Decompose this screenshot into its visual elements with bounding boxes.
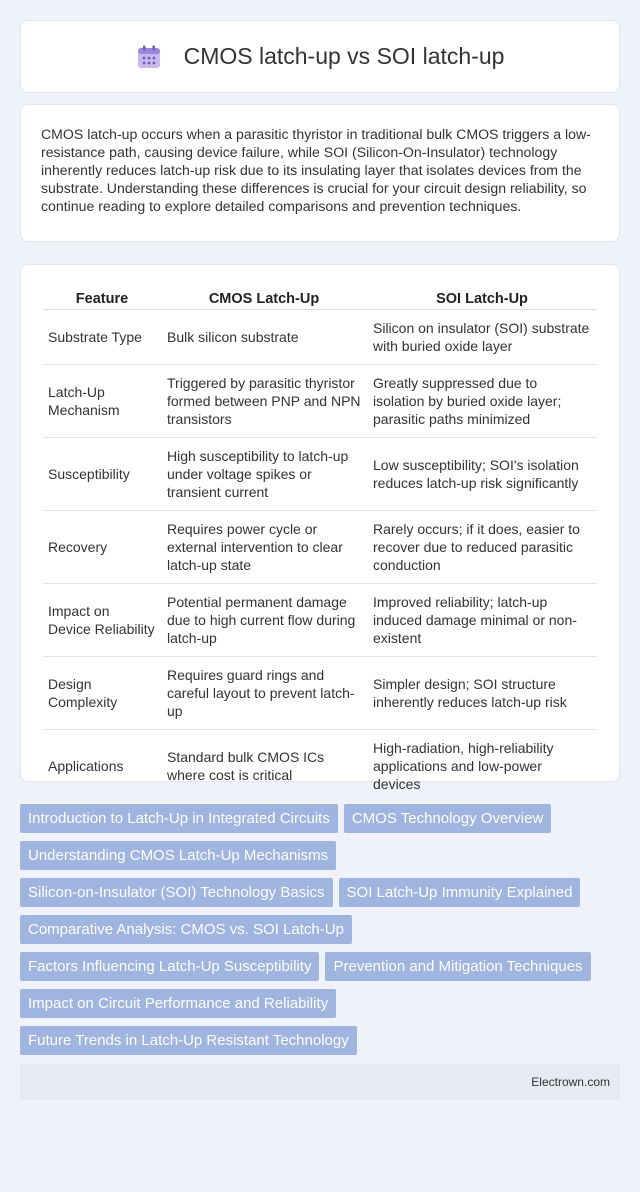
header-cmos: CMOS Latch-Up	[161, 285, 367, 310]
table-row	[43, 657, 597, 730]
topic-link-soi-immunity[interactable]: SOI Latch-Up Immunity Explained	[339, 878, 581, 907]
cmos-cell: Requires power cycle or external intervention to clear latch-up state	[161, 511, 367, 584]
table-row	[43, 511, 597, 584]
soi-cell: Improved reliability; latch-up induced damage minimal or non-existent	[367, 584, 597, 657]
feature-cell: Applications	[48, 758, 124, 774]
topic-link-comparative-analysis[interactable]: Comparative Analysis: CMOS vs. SOI Latch-Up	[20, 915, 352, 944]
topic-link-cmos-overview[interactable]: CMOS Technology Overview	[344, 804, 551, 833]
feature-cell: Impact on Device Reliability	[43, 584, 161, 657]
soi-cell: Greatly suppressed due to isolation by buried oxide layer; parasitic paths minimized	[367, 365, 597, 438]
comparison-card	[20, 264, 620, 792]
calendar-icon	[136, 44, 162, 70]
table-row	[43, 310, 597, 365]
feature-cell: Design Complexity	[43, 657, 161, 730]
table-row	[43, 730, 597, 803]
soi-cell: Rarely occurs; if it does, easier to recover due to reduced parasitic conduction	[367, 511, 597, 584]
header-soi: SOI Latch-Up	[367, 285, 597, 310]
topic-link-introduction[interactable]: Introduction to Latch-Up in Integrated Circuits	[20, 804, 338, 833]
footer-site[interactable]: Electrown.com	[531, 1075, 610, 1089]
topic-link-soi-basics[interactable]: Silicon-on-Insulator (SOI) Technology Basics	[20, 878, 333, 907]
cmos-cell: High susceptibility to latch-up under voltage spikes or transient current	[161, 438, 367, 511]
cmos-cell: Standard bulk CMOS ICs where cost is critical	[167, 749, 325, 783]
feature-cell: Substrate Type	[43, 310, 161, 365]
topic-links	[20, 804, 620, 1063]
page-title: CMOS latch-up vs SOI latch-up	[183, 43, 505, 69]
footer	[20, 1064, 620, 1100]
table-header-row	[43, 285, 597, 310]
intro-text: CMOS latch-up occurs when a parasitic thyristor in traditional bulk CMOS triggers a low-resistance path, causing device failure, while SOI (Silicon-On-Insulator) technology inherently reduces latch-up risk due to its insulating layer that isolates devices from the substrate. Understanding these differences is crucial for your circuit design reliability, so continue reading to explore detailed comparisons and prevention techniques.	[41, 126, 591, 214]
soi-cell: Simpler design; SOI structure inherently reduces latch-up risk	[367, 657, 597, 730]
cmos-cell: Triggered by parasitic thyristor formed between PNP and NPN transistors	[161, 365, 367, 438]
topic-link-impact[interactable]: Impact on Circuit Performance and Reliability	[20, 989, 336, 1018]
header-feature: Feature	[43, 285, 161, 310]
topic-link-factors[interactable]: Factors Influencing Latch-Up Susceptibility	[20, 952, 319, 981]
comparison-table	[43, 285, 597, 802]
soi-cell: High-radiation, high-reliability applications and low-power devices	[373, 740, 554, 792]
table-row	[43, 438, 597, 511]
cmos-cell: Bulk silicon substrate	[161, 310, 367, 365]
cmos-cell: Requires guard rings and careful layout to prevent latch-up	[161, 657, 367, 730]
feature-cell: Recovery	[43, 511, 161, 584]
page-header	[20, 20, 620, 93]
feature-cell: Susceptibility	[43, 438, 161, 511]
feature-cell: Latch-Up Mechanism	[43, 365, 161, 438]
table-row	[43, 584, 597, 657]
table-row	[43, 365, 597, 438]
topic-link-future-trends[interactable]: Future Trends in Latch-Up Resistant Technology	[20, 1026, 357, 1055]
topic-link-cmos-mechanisms[interactable]: Understanding CMOS Latch-Up Mechanisms	[20, 841, 336, 870]
soi-cell: Silicon on insulator (SOI) substrate with buried oxide layer	[367, 310, 597, 365]
intro-card	[20, 104, 620, 242]
soi-cell: Low susceptibility; SOI's isolation reduces latch-up risk significantly	[367, 438, 597, 511]
cmos-cell: Potential permanent damage due to high current flow during latch-up	[161, 584, 367, 657]
topic-link-prevention[interactable]: Prevention and Mitigation Techniques	[325, 952, 590, 981]
